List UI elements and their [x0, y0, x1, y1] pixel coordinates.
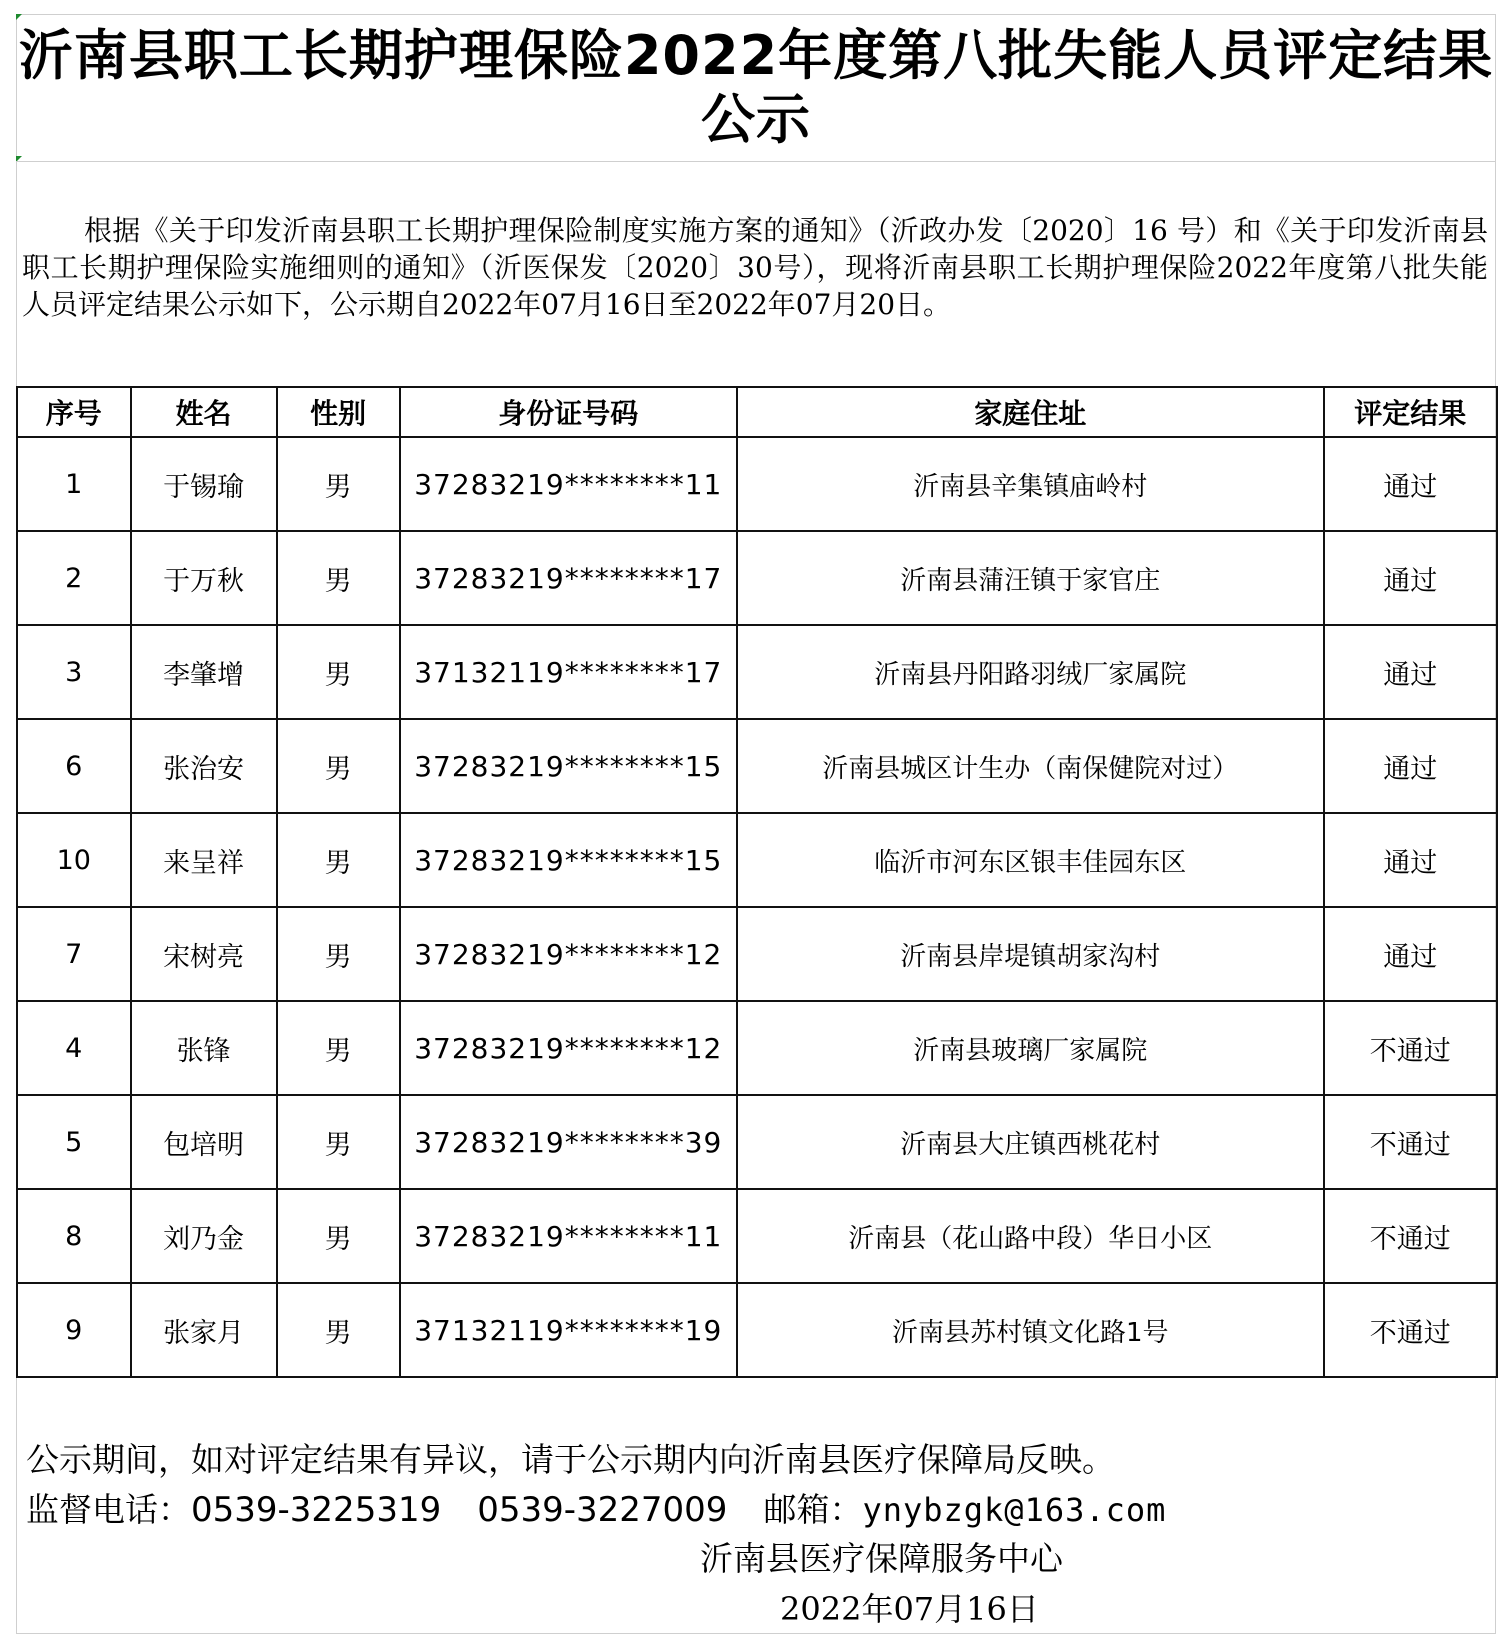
id-number-cell: 37283219********17	[400, 531, 737, 625]
name-cell: 张治安	[131, 719, 277, 813]
title-line-2: 公示	[701, 88, 811, 151]
name-cell: 包培明	[131, 1095, 277, 1189]
id-number-cell: 37283219********39	[400, 1095, 737, 1189]
name-cell: 李肇增	[131, 625, 277, 719]
issuing-organization: 沂南县医疗保障服务中心	[700, 1539, 1063, 1578]
table-row	[17, 1283, 1497, 1377]
email-address: ynybzgk@163.com	[862, 1491, 1167, 1529]
seq-cell: 3	[17, 625, 131, 719]
gender-cell: 男	[277, 907, 400, 1001]
table-row	[17, 719, 1497, 813]
contact-line	[26, 1488, 1166, 1532]
table-row	[17, 1095, 1497, 1189]
gender-cell: 男	[277, 437, 400, 531]
result-cell: 通过	[1324, 531, 1497, 625]
seq-cell: 9	[17, 1283, 131, 1377]
id-number-cell: 37283219********15	[400, 719, 737, 813]
seq-cell: 5	[17, 1095, 131, 1189]
phone-number-1: 0539-3225319	[191, 1490, 442, 1530]
title-line-1: 沂南县职工长期护理保险2022年度第八批失能人员评定结果	[18, 24, 1494, 87]
email-label: 邮箱：	[763, 1490, 863, 1529]
header-cell: 评定结果	[1324, 387, 1497, 437]
page-title	[16, 14, 1496, 162]
gender-cell: 男	[277, 1189, 400, 1283]
result-cell: 不通过	[1324, 1095, 1497, 1189]
seq-cell: 8	[17, 1189, 131, 1283]
header-cell: 性别	[277, 387, 400, 437]
phone-number-2: 0539-3227009	[477, 1490, 728, 1530]
header-cell: 身份证号码	[400, 387, 737, 437]
address-cell: 沂南县辛集镇庙岭村	[737, 437, 1324, 531]
table-row	[17, 1189, 1497, 1283]
name-cell: 来呈祥	[131, 813, 277, 907]
name-cell: 张家月	[131, 1283, 277, 1377]
table-header-row	[17, 387, 1497, 437]
header-cell: 姓名	[131, 387, 277, 437]
address-cell: 沂南县苏村镇文化路1号	[737, 1283, 1324, 1377]
id-number-cell: 37132119********19	[400, 1283, 737, 1377]
issue-date: 2022年07月16日	[780, 1590, 1039, 1628]
table-row	[17, 531, 1497, 625]
name-cell: 于锡瑜	[131, 437, 277, 531]
seq-cell: 7	[17, 907, 131, 1001]
result-cell: 通过	[1324, 813, 1497, 907]
id-number-cell: 37283219********12	[400, 1001, 737, 1095]
table-row	[17, 625, 1497, 719]
gender-cell: 男	[277, 813, 400, 907]
result-cell: 通过	[1324, 437, 1497, 531]
id-number-cell: 37283219********11	[400, 437, 737, 531]
address-cell: 沂南县（花山路中段）华日小区	[737, 1189, 1324, 1283]
seq-cell: 10	[17, 813, 131, 907]
gender-cell: 男	[277, 625, 400, 719]
result-cell: 不通过	[1324, 1189, 1497, 1283]
name-cell: 于万秋	[131, 531, 277, 625]
seq-cell: 6	[17, 719, 131, 813]
seq-cell: 1	[17, 437, 131, 531]
name-cell: 宋树亮	[131, 907, 277, 1001]
id-number-cell: 37283219********12	[400, 907, 737, 1001]
table-row	[17, 437, 1497, 531]
intro-paragraph: 根据《关于印发沂南县职工长期护理保险制度实施方案的通知》（沂政办发〔2020〕16 号）和《关于印发沂南县职工长期护理保险实施细则的通知》（沂医保发〔2020〕30号），现将沂南县职工长期护理保险2022年度第八批失能人员评定结果公示如下，公示期自2022年07月16日至2022年07月20日。	[22, 214, 1488, 321]
address-cell: 临沂市河东区银丰佳园东区	[737, 813, 1324, 907]
results-table	[16, 386, 1498, 1378]
address-cell: 沂南县大庄镇西桃花村	[737, 1095, 1324, 1189]
gender-cell: 男	[277, 1001, 400, 1095]
name-cell: 刘乃金	[131, 1189, 277, 1283]
address-cell: 沂南县岸堤镇胡家沟村	[737, 907, 1324, 1001]
result-cell: 通过	[1324, 625, 1497, 719]
seq-cell: 2	[17, 531, 131, 625]
result-cell: 不通过	[1324, 1283, 1497, 1377]
address-cell: 沂南县玻璃厂家属院	[737, 1001, 1324, 1095]
table-row	[17, 1001, 1497, 1095]
gender-cell: 男	[277, 1283, 400, 1377]
table-row	[17, 907, 1497, 1001]
address-cell: 沂南县城区计生办（南保健院对过）	[737, 719, 1324, 813]
result-cell: 通过	[1324, 719, 1497, 813]
gender-cell: 男	[277, 531, 400, 625]
result-cell: 通过	[1324, 907, 1497, 1001]
header-cell: 序号	[17, 387, 131, 437]
phone-label: 监督电话：	[26, 1490, 191, 1529]
gender-cell: 男	[277, 1095, 400, 1189]
id-number-cell: 37132119********17	[400, 625, 737, 719]
id-number-cell: 37283219********15	[400, 813, 737, 907]
address-cell: 沂南县蒲汪镇于家官庄	[737, 531, 1324, 625]
id-number-cell: 37283219********11	[400, 1189, 737, 1283]
name-cell: 张锋	[131, 1001, 277, 1095]
objection-note: 公示期间，如对评定结果有异议，请于公示期内向沂南县医疗保障局反映。	[26, 1440, 1115, 1479]
header-cell: 家庭住址	[737, 387, 1324, 437]
gender-cell: 男	[277, 719, 400, 813]
address-cell: 沂南县丹阳路羽绒厂家属院	[737, 625, 1324, 719]
result-cell: 不通过	[1324, 1001, 1497, 1095]
table-row	[17, 813, 1497, 907]
seq-cell: 4	[17, 1001, 131, 1095]
